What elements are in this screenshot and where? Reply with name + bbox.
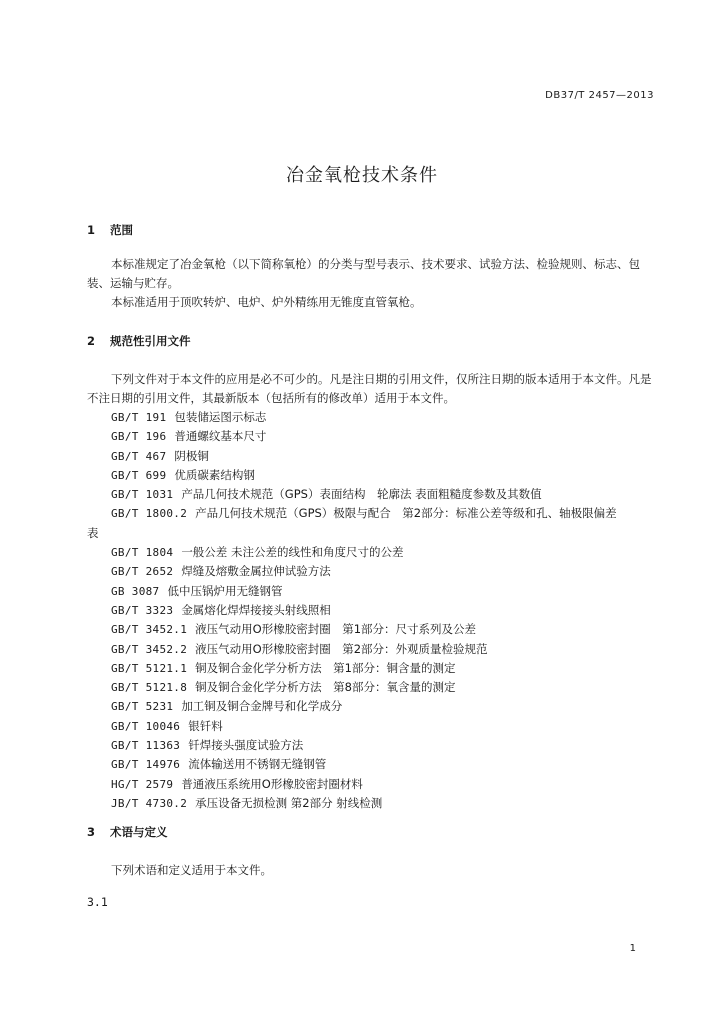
reference-item xyxy=(111,717,659,736)
reference-code: GB/T 191 xyxy=(111,411,167,424)
reference-title: 产品几何技术规范（GPS）表面结构 轮廓法 表面粗糙度参数及其数值 xyxy=(181,487,542,502)
reference-title: 低中压锅炉用无缝钢管 xyxy=(167,583,283,598)
reference-code: GB/T 1031 xyxy=(111,488,174,502)
reference-code: JB/T 4730.2 xyxy=(111,796,188,810)
reference-item xyxy=(111,485,659,504)
reference-item xyxy=(87,504,659,543)
reference-item xyxy=(111,794,659,813)
normative-intro-text: 下列文件对于本文件的应用是必不可少的。凡是注日期的引用文件，仅所注日期的版本适用于本文件。凡是不注日期的引用文件，其最新版本（包括所有的修改单）适用于本文件。 xyxy=(87,372,652,405)
reference-title: 流体输送用不锈钢无缝钢管 xyxy=(188,757,327,772)
reference-item xyxy=(111,582,659,601)
reference-code: GB/T 11363 xyxy=(111,739,181,753)
reference-title: 优质碳素结构钢 xyxy=(174,467,255,482)
reference-item xyxy=(111,466,659,485)
reference-title: 液压气动用O形橡胶密封圈 第2部分：外观质量检验规范 xyxy=(195,641,488,656)
reference-code: GB/T 467 xyxy=(111,449,167,463)
page-title: 冶金氧枪技术条件 xyxy=(286,165,438,186)
reference-code: GB/T 5121.1 xyxy=(111,661,188,675)
scope-paragraph-2 xyxy=(87,293,659,312)
reference-item xyxy=(111,640,659,659)
reference-item xyxy=(111,427,659,446)
section-title: 规范性引用文件 xyxy=(110,334,191,348)
reference-title: 阴极铜 xyxy=(174,448,209,463)
section-heading-terms xyxy=(87,824,168,840)
reference-item xyxy=(111,755,659,774)
reference-item xyxy=(111,736,659,755)
reference-item xyxy=(111,620,659,639)
reference-title: 承压设备无损检测 第2部分 射线检测 xyxy=(195,795,383,810)
reference-item xyxy=(111,601,659,620)
page-number: 1 xyxy=(629,943,636,954)
reference-title: 普通液压系统用O形橡胶密封圈材料 xyxy=(181,776,363,791)
reference-code: GB/T 14976 xyxy=(111,758,181,772)
section-number: 2 xyxy=(87,334,96,348)
reference-title: 钎焊接头强度试验方法 xyxy=(188,738,304,753)
section-title: 术语与定义 xyxy=(110,825,168,839)
reference-code: GB/T 5231 xyxy=(111,700,174,714)
reference-list xyxy=(87,408,659,813)
section-title: 范围 xyxy=(110,223,134,237)
terms-intro xyxy=(87,861,659,880)
reference-code: GB/T 1800.2 xyxy=(111,507,188,521)
reference-title: 金属熔化焊焊接接头射线照相 xyxy=(181,602,331,617)
reference-code: GB/T 699 xyxy=(111,468,167,482)
reference-title: 加工铜及铜合金牌号和化学成分 xyxy=(181,699,343,714)
reference-code: GB/T 1804 xyxy=(111,546,174,560)
reference-code: GB/T 3452.1 xyxy=(111,623,188,637)
reference-title: 包装储运图示标志 xyxy=(174,410,267,424)
reference-title: 铜及铜合金化学分析方法 第1部分：铜含量的测定 xyxy=(195,660,456,675)
reference-code: GB/T 10046 xyxy=(111,719,181,733)
reference-code: GB/T 196 xyxy=(111,430,167,444)
reference-item xyxy=(111,678,659,697)
reference-item xyxy=(111,697,659,716)
scope-text-2: 本标准适用于顶吹转炉、电炉、炉外精练用无锥度直管氧枪。 xyxy=(111,295,422,309)
section-number: 1 xyxy=(87,223,96,237)
reference-title: 液压气动用O形橡胶密封圈 第1部分：尺寸系列及公差 xyxy=(195,622,477,637)
reference-title: 一般公差 未注公差的线性和角度尺寸的公差 xyxy=(181,545,404,560)
reference-item xyxy=(111,775,659,794)
reference-code: GB 3087 xyxy=(111,584,160,598)
section-number: 3 xyxy=(87,825,96,839)
reference-item xyxy=(111,408,659,427)
document-number: DB37/T 2457—2013 xyxy=(545,90,654,101)
reference-item xyxy=(111,562,659,581)
reference-title: 铜及铜合金化学分析方法 第8部分：氧含量的测定 xyxy=(195,680,456,695)
reference-item xyxy=(111,659,659,678)
scope-paragraph-1 xyxy=(87,255,659,293)
reference-code: GB/T 2652 xyxy=(111,565,174,579)
terms-intro-text: 下列术语和定义适用于本文件。 xyxy=(111,863,272,877)
reference-item xyxy=(111,447,659,466)
clause-number: 3.1 xyxy=(87,895,108,909)
reference-code: GB/T 3452.2 xyxy=(111,642,188,656)
scope-text-1: 本标准规定了冶金氧枪（以下简称氧枪）的分类与型号表示、技术要求、试验方法、检验规则、标志、包装、运输与贮存。 xyxy=(87,257,640,290)
normative-intro xyxy=(87,370,659,408)
reference-item xyxy=(111,543,659,562)
reference-title: 普通螺纹基本尺寸 xyxy=(174,429,267,444)
reference-code: HG/T 2579 xyxy=(111,777,174,791)
reference-title: 焊缝及熔敷金属拉伸试验方法 xyxy=(181,564,331,579)
section-heading-scope xyxy=(87,222,133,238)
reference-code: GB/T 3323 xyxy=(111,603,174,617)
reference-code: GB/T 5121.8 xyxy=(111,681,188,695)
reference-title: 产品几何技术规范（GPS）极限与配合 第2部分：标准公差等级和孔、轴极限偏差 xyxy=(195,506,617,521)
reference-title: 银钎料 xyxy=(188,718,223,733)
section-heading-normative xyxy=(87,333,191,349)
reference-title-continuation: 表 xyxy=(87,525,99,540)
